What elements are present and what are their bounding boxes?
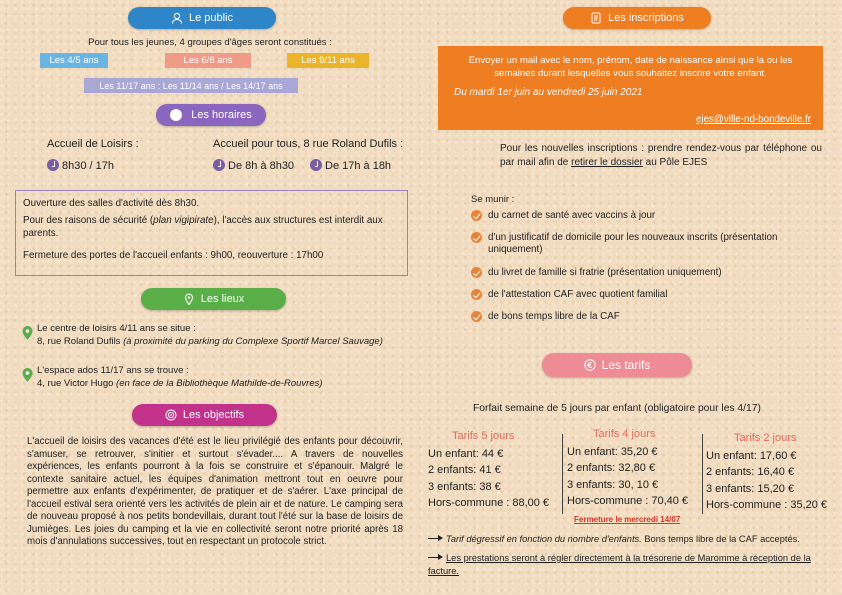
forfait-text: Forfait semaine de 5 jours par enfant (obligatoire pour les 4/17)	[473, 403, 761, 414]
banner-text: Envoyer un mail avec le nom, prénom, date de naissance ainsi que la ou les semaines durant lesquelles vous souhaitez inscrire votre enfant.	[468, 55, 793, 79]
tarifs-column-2-jours	[706, 430, 827, 514]
accueil-loisirs-time: 8h30 / 17h	[47, 159, 114, 172]
list-item: du carnet de santé avec vaccins à jour	[471, 210, 811, 232]
price-row: 3 enfants: 15,20 €	[706, 482, 795, 495]
check-circle-icon	[471, 289, 482, 300]
section-le-public	[128, 7, 276, 29]
price-row: Un enfant: 35,20 €	[567, 445, 658, 458]
tarifs-column-5-jours	[428, 428, 549, 512]
age-tag-6-8: Les 6/8 ans	[165, 53, 251, 68]
list-item: du livret de famille si fratrie (présentation uniquement)	[471, 267, 811, 289]
form-icon	[590, 12, 602, 24]
clock-icon	[213, 159, 225, 171]
notice-box	[15, 190, 408, 276]
retirer-dossier-link[interactable]: retirer le dossier	[571, 157, 643, 168]
section-title: Les inscriptions	[608, 12, 684, 24]
section-title: Le public	[188, 12, 234, 24]
location-icon	[183, 293, 195, 305]
check-circle-icon	[471, 232, 482, 243]
price-row: 3 enfants: 30, 10 €	[567, 478, 659, 491]
tarifs-column-4-jours	[567, 426, 688, 510]
banner-dates: Du mardi 1er juin au vendredi 25 juin 2021	[454, 87, 643, 98]
price-row: Hors-commune : 35,20 €	[706, 499, 828, 511]
section-les-objectifs	[132, 404, 277, 426]
public-intro: Pour tous les jeunes, 4 groupes d'âges seront constitués :	[88, 37, 332, 48]
map-pin-icon	[22, 326, 33, 340]
age-tag-4-5: Les 4/5 ans	[40, 53, 108, 68]
section-title: Les tarifs	[601, 358, 651, 372]
objectifs-text: L'accueil de loisirs des vacances d'été est le lieu privilégié des enfants pour découvrir, s'amuser, se retrouver, s'initier et surtout s'évader.... A travers de nouvelles expériences, les enfants pourront à la fois se construire et s'épanouir. Malgré le contexte sanitaire actuel, les équipes d'animation mettront tout en oeuvre pour permettre aux enfants d'expérimenter, de pratiquer et de s'aérer. L'axe principal de l'accueil estival sera orienté vers les activités de plein air et de nature. Le camping sera de nouveau proposé à nos petits bondevillais, durant tout l'été sur la base de loisirs de Jumièges. Les joies du camping et la vie en collectivité seront notre priorité après 18 mois d'annulations successives, tout en respectant un protocole strict.	[27, 436, 403, 547]
user-icon	[171, 12, 183, 24]
tarifs-divider	[562, 434, 563, 514]
column-header: Tarifs 2 jours	[734, 432, 797, 444]
se-munir-label: Se munir :	[471, 194, 515, 205]
map-pin-icon	[22, 368, 33, 382]
accueil-loisirs-label: Accueil de Loisirs :	[47, 138, 139, 150]
place-centre-loisirs: Le centre de loisirs 4/11 ans se situe : 8, rue Roland Dufils (à proximité du parking du Complexe Sportif Marcel Sauvage)	[37, 323, 383, 347]
price-row: Hors-commune : 70,40 €	[567, 495, 689, 507]
price-row: 2 enfants: 32,80 €	[567, 462, 656, 474]
clock-icon	[310, 159, 322, 171]
notice-opening: Ouverture des salles d'activité dès 8h30.	[23, 198, 200, 209]
tarif-note-degressif: Tarif dégressif en fonction du nombre d'enfants. Bons temps libre de la CAF acceptés.	[428, 534, 800, 544]
column-header: Tarifs 4 jours	[593, 428, 656, 440]
section-les-inscriptions	[563, 7, 711, 29]
arrow-right-icon	[428, 538, 442, 539]
place-espace-ados: L'espace ados 11/17 ans se trouve : 4, rue Victor Hugo (en face de la Bibliothèque Mathilde-de-Rouvres)	[37, 365, 323, 389]
check-circle-icon	[471, 210, 482, 221]
section-les-tarifs	[542, 353, 692, 377]
notice-doors: Fermeture des portes de l'accueil enfants : 9h00, reouverture : 17h00	[23, 250, 324, 261]
check-circle-icon	[471, 311, 482, 322]
new-inscriptions-text: Pour les nouvelles inscriptions : prendre rendez-vous par téléphone ou par mail afin de retirer le dossier au Pôle EJES	[500, 143, 822, 168]
tarifs-divider	[702, 434, 703, 514]
price-row: 2 enfants: 16,40 €	[706, 466, 795, 478]
accueil-tous-label: Accueil pour tous, 8 rue Roland Dufils :	[213, 138, 404, 150]
price-row: 2 enfants: 41 €	[428, 464, 501, 476]
clock-icon	[170, 109, 182, 121]
accueil-tous-evening: De 17h à 18h	[310, 159, 391, 172]
munir-list	[471, 210, 811, 333]
notice-security: Pour des raisons de sécurité (plan vigipirate), l'accès aux structures est interdit aux parents.	[23, 215, 383, 239]
arrow-right-icon	[428, 557, 442, 558]
list-item: d'un justificatif de domicile pour les nouveaux inscrits (présentation uniquement)	[471, 232, 811, 267]
price-row: Un enfant: 44 €	[428, 447, 504, 460]
clock-icon	[47, 159, 59, 171]
fermeture-note: Fermeture le mercredi 14/07	[574, 515, 681, 524]
column-header: Tarifs 5 jours	[452, 430, 515, 442]
accueil-tous-morning: De 8h à 8h30	[213, 159, 294, 172]
age-tag-9-11: Les 9/11 ans	[287, 53, 369, 68]
tarif-note-prestations: Les prestations seront à régler directement à la trésorerie de Maromme à réception de la facture.	[428, 553, 811, 576]
check-circle-icon	[471, 267, 482, 278]
list-item: de l'attestation CAF avec quotient familial	[471, 289, 811, 311]
section-title: Les objectifs	[182, 409, 245, 421]
price-row: 3 enfants: 38 €	[428, 480, 501, 493]
list-item: de bons temps libre de la CAF	[471, 311, 811, 333]
contact-email-link[interactable]: ejes@ville-nd-bondeville.fr	[695, 114, 811, 125]
section-les-horaires	[156, 104, 266, 126]
euro-icon	[584, 359, 596, 371]
section-title: Les lieux	[200, 293, 245, 305]
section-title: Les horaires	[191, 109, 252, 121]
target-icon	[165, 409, 177, 421]
section-les-lieux	[141, 288, 286, 310]
price-row: Un enfant: 17,60 €	[706, 449, 797, 462]
price-row: Hors-commune : 88,00 €	[428, 497, 550, 509]
inscriptions-banner	[438, 46, 823, 130]
age-tag-11-17: Les 11/17 ans : Les 11/14 ans / Les 14/17 ans	[84, 78, 298, 93]
